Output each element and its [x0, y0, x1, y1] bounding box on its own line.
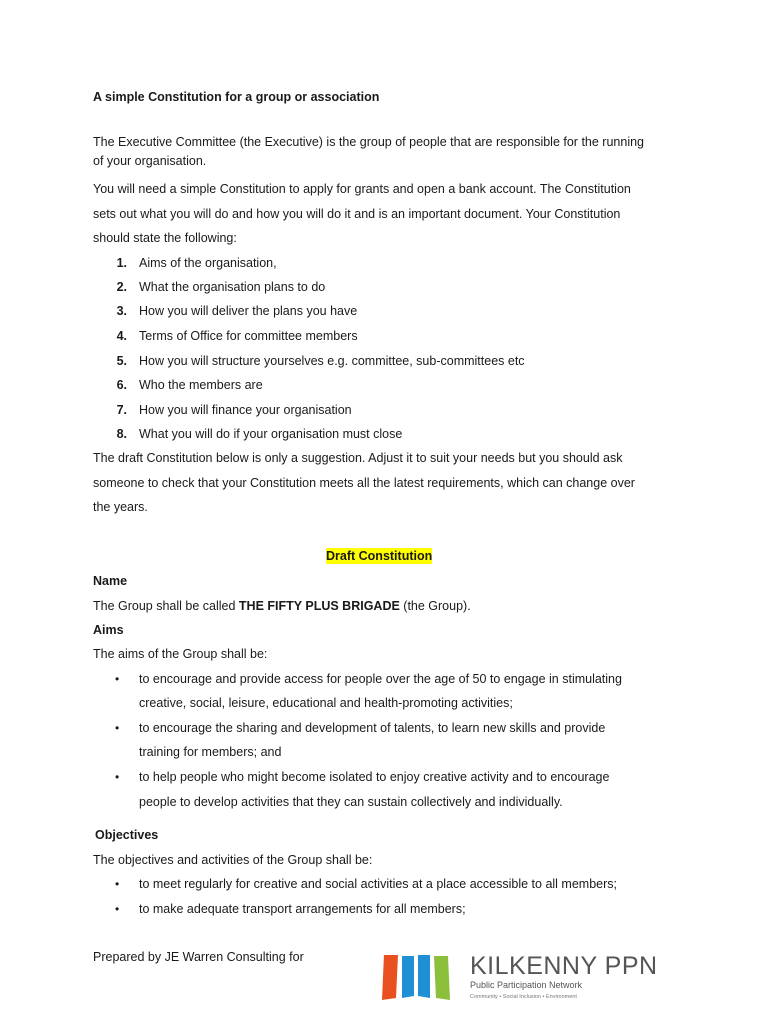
list-item: How you will finance your organisation: [139, 403, 352, 417]
list-item: Aims of the organisation,: [139, 256, 277, 270]
list-item: What you will do if your organisation must close: [139, 427, 403, 441]
logo-subtitle: Public Participation Network: [470, 980, 583, 990]
logo-title: KILKENNY PPN: [470, 952, 658, 980]
bullet: •: [115, 721, 120, 735]
list-number: 8.: [116, 427, 127, 441]
paragraph-line: You will need a simple Constitution to apply for grants and open a bank account. The Constitution: [93, 182, 631, 196]
name-statement: [93, 598, 471, 614]
objectives-heading: Objectives: [95, 828, 159, 842]
list-number: 4.: [116, 329, 127, 343]
aims-intro: The aims of the Group shall be:: [93, 647, 268, 661]
prepared-by-text: Prepared by JE Warren Consulting for: [93, 950, 304, 964]
name-statement-post: (the Group).: [399, 599, 471, 613]
ppn-pillars-icon: [380, 952, 458, 1002]
paragraph-line: The draft Constitution below is only a suggestion. Adjust it to suit your needs but you should ask: [93, 451, 623, 465]
aims-heading: Aims: [93, 623, 124, 637]
name-heading: Name: [93, 574, 128, 588]
objectives-intro: The objectives and activities of the Group shall be:: [93, 853, 373, 867]
paragraph-line: should state the following:: [93, 231, 237, 245]
bullet: •: [115, 877, 120, 891]
objective-item: to make adequate transport arrangements for all members;: [139, 902, 466, 916]
paragraph-line: someone to check that your Constitution meets all the latest requirements, which can change over: [93, 476, 635, 490]
aim-line: to encourage and provide access for people over the age of 50 to engage in stimulating: [139, 672, 622, 686]
list-number: 5.: [116, 354, 127, 368]
intro-line: of your organisation.: [93, 154, 207, 168]
aim-line: to help people who might become isolated to enjoy creative activity and to encourage: [139, 770, 610, 784]
aim-line: people to develop activities that they can sustain collectively and individually.: [139, 795, 563, 809]
document-heading: A simple Constitution for a group or association: [93, 90, 380, 104]
draft-constitution-title: Draft Constitution: [326, 549, 433, 563]
logo-tagline: Community • Social Inclusion • Environment: [470, 994, 577, 1000]
bullet: •: [115, 902, 120, 916]
list-number: 6.: [116, 378, 127, 392]
list-item: How you will deliver the plans you have: [139, 304, 358, 318]
bullet: •: [115, 672, 120, 686]
aim-line: training for members; and: [139, 745, 282, 759]
objective-item: to meet regularly for creative and social activities at a place accessible to all members;: [139, 877, 617, 891]
list-item: How you will structure yourselves e.g. committee, sub-committees etc: [139, 354, 525, 368]
bullet: •: [115, 770, 120, 784]
paragraph-line: the years.: [93, 500, 148, 514]
intro-line: The Executive Committee (the Executive) is the group of people that are responsible for the running: [93, 135, 644, 149]
list-item: What the organisation plans to do: [139, 280, 326, 294]
aim-line: to encourage the sharing and development of talents, to learn new skills and provide: [139, 721, 606, 735]
list-item: Who the members are: [139, 378, 263, 392]
list-number: 7.: [116, 403, 127, 417]
name-statement-pre: The Group shall be called: [93, 599, 239, 613]
paragraph-line: sets out what you will do and how you will do it and is an important document. Your Constitution: [93, 207, 621, 221]
list-number: 2.: [116, 280, 127, 294]
group-name: THE FIFTY PLUS BRIGADE: [238, 599, 400, 613]
list-number: 1.: [116, 256, 127, 270]
aim-line: creative, social, leisure, educational and health-promoting activities;: [139, 696, 513, 710]
list-item: Terms of Office for committee members: [139, 329, 358, 343]
list-number: 3.: [116, 304, 127, 318]
